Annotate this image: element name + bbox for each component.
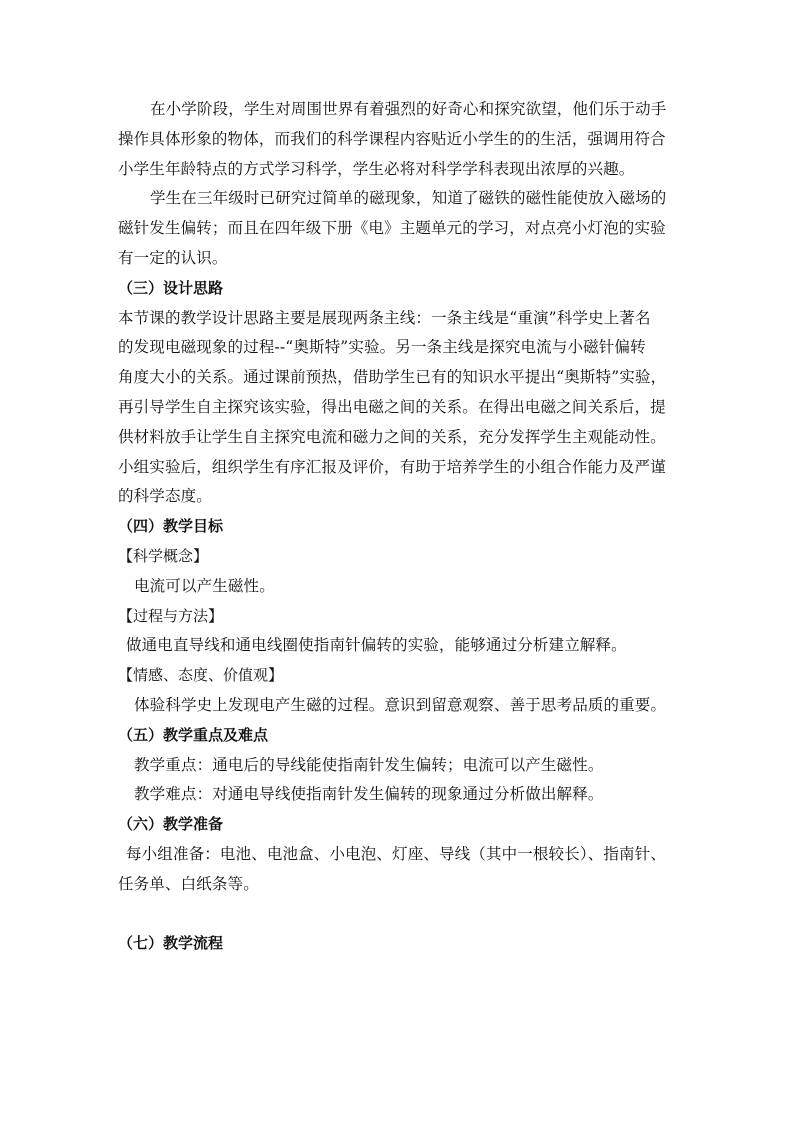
design-line7: 的科学态度。 — [118, 487, 212, 506]
prep-line1: 每小组准备：电池、电池盒、小电泡、灯座、导线（其中一根较长）、指南针、 — [126, 844, 667, 863]
flow-heading: （七）教学流程 — [118, 934, 224, 953]
design-line3: 角度大小的关系。通过课前预热，借助学生已有的知识水平提出“奥斯特”实验， — [118, 368, 667, 387]
design-line2: 的发现电磁现象的过程--“奥斯特”实验。另一条主线是探究电流与小磁针偏转 — [118, 338, 646, 357]
design-line5: 供材料放手让学生自主探究电流和磁力之间的关系，充分发挥学生主观能动性。 — [118, 427, 666, 446]
design-line6: 小组实验后，组织学生有序汇报及评价，有助于培养学生的小组合作能力及严谨 — [118, 457, 666, 476]
intro-para2-line1: 学生在三年级时已研究过简单的磁现象，知道了磁铁的磁性能使放入磁场的 — [150, 189, 667, 208]
intro-para2-line2: 磁针发生偏转；而且在四年级下册《电》主题单元的学习，对点亮小灯泡的实验 — [118, 219, 666, 238]
keypoints-heading: （五）教学重点及难点 — [118, 725, 269, 744]
intro-para1-line3: 小学生年龄特点的方式学习科学，学生必将对科学学科表现出浓厚的兴趣。 — [118, 159, 635, 178]
key-point-text: 教学重点：通电后的导线能使指南针发生偏转；电流可以产生磁性。 — [134, 755, 604, 774]
concept-text: 电流可以产生磁性。 — [134, 576, 275, 595]
document-page — [118, 95, 678, 959]
intro-para1-line1: 在小学阶段，学生对周围世界有着强烈的好奇心和探究欲望，他们乐于动手 — [150, 100, 667, 118]
design-line1: 本节课的教学设计思路主要是展现两条主线：一条主线是“重演”科学史上著名 — [118, 308, 651, 327]
intro-para2-line3: 有一定的认识。 — [118, 248, 228, 267]
prep-line2: 任务单、白纸条等。 — [118, 874, 259, 893]
process-label: 【过程与方法】 — [118, 606, 224, 625]
emotion-label: 【情感、态度、价值观】 — [118, 666, 284, 685]
difficult-point-text: 教学难点：对通电导线使指南针发生偏转的现象通过分析做出解释。 — [134, 785, 604, 804]
goals-heading: （四）教学目标 — [118, 517, 224, 536]
intro-para1-line2: 操作具体形象的物体，而我们的科学课程内容贴近小学生的的生活，强调用符合 — [118, 129, 666, 148]
concept-label: 【科学概念】 — [118, 546, 209, 565]
prep-heading: （六）教学准备 — [118, 815, 224, 834]
emotion-text: 体验科学史上发现电产生磁的过程。意识到留意观察、善于思考品质的重要。 — [134, 695, 667, 714]
design-line4: 再引导学生自主探究该实验，得出电磁之间的关系。在得出电磁之间关系后，提 — [118, 397, 666, 416]
design-heading: （三）设计思路 — [118, 278, 224, 297]
blank-line — [118, 900, 678, 930]
process-text: 做通电直导线和通电线圈使指南针偏转的实验，能够通过分析建立解释。 — [126, 636, 627, 655]
